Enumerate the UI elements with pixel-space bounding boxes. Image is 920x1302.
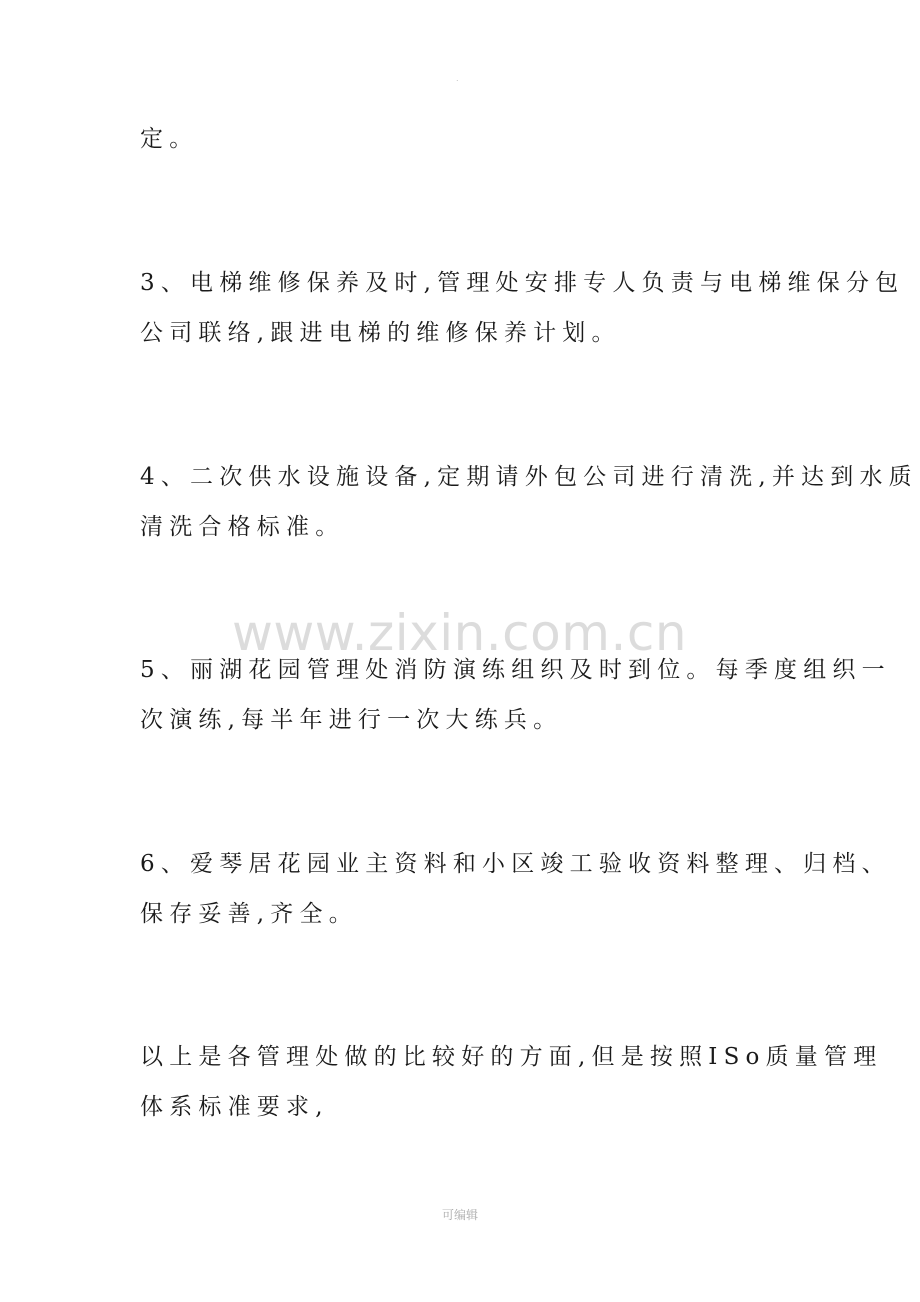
text-line-11: 体系标准要求, [140,1094,329,1120]
text-line-10: 以上是各管理处做的比较好的方面,但是按照ISo质量管理 [140,1044,883,1070]
text-line-4: 4、二次供水设施设备,定期请外包公司进行清洗,并达到水质 [140,464,918,490]
header-mark: . [456,74,459,83]
text-line-3: 公司联络,跟进电梯的维修保养计划。 [140,320,621,346]
text-line-7: 次演练,每半年进行一次大练兵。 [140,707,563,733]
text-line-6: 5、丽湖花园管理处消防演练组织及时到位。每季度组织一 [140,657,891,683]
watermark: www.zixin.com.cn [232,604,688,662]
footer-label: 可编辑 [441,1208,478,1222]
text-line-5: 清洗合格标准。 [140,514,345,540]
text-line-1: 定。 [140,126,199,152]
text-line-2: 3、电梯维修保养及时,管理处安排专人负责与电梯维保分包 [140,270,905,296]
text-line-8: 6、爱琴居花园业主资料和小区竣工验收资料整理、归档、 [140,851,891,877]
text-line-9: 保存妥善,齐全。 [140,901,358,927]
